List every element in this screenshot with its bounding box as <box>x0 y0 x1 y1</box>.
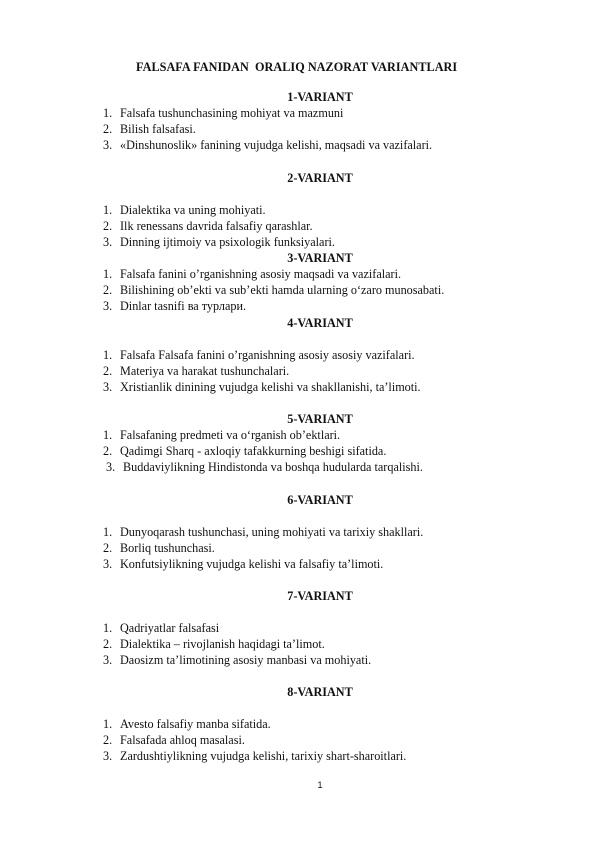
variant-heading: 2-VARIANT <box>287 171 353 185</box>
item-number: 2. <box>103 637 113 651</box>
list-item <box>103 267 401 282</box>
list-item <box>106 460 423 475</box>
variant-heading: 5-VARIANT <box>287 412 353 426</box>
item-text: Bilishining ob’ekti va sub’ekti hamda ularning o‘zaro munosabati. <box>120 283 445 297</box>
list-item <box>103 283 444 298</box>
item-number: 2. <box>103 444 113 458</box>
list-item <box>103 106 343 121</box>
list-item <box>103 525 423 540</box>
list-item <box>103 138 432 153</box>
item-number: 2. <box>103 733 113 747</box>
variant-heading: 4-VARIANT <box>287 316 353 330</box>
item-number: 3. <box>103 653 113 667</box>
item-text: Borliq tushunchasi. <box>120 541 215 555</box>
item-number: 3. <box>103 235 113 249</box>
list-item <box>103 428 340 443</box>
item-number: 1. <box>103 525 113 539</box>
item-number: 2. <box>103 122 113 136</box>
item-number: 3. <box>103 299 113 313</box>
list-item <box>103 717 271 732</box>
item-text: Dunyoqarash tushunchasi, uning mohiyati va tarixiy shakllari. <box>120 525 424 539</box>
item-text: Falsafa Falsafa fanini o’rganishning asosiy asosiy vazifalari. <box>120 348 415 362</box>
list-item <box>103 364 289 379</box>
list-item <box>103 621 219 636</box>
item-text: Dialektika – rivojlanish haqidagi ta’limot. <box>120 637 325 651</box>
item-text: Falsafa fanini o’rganishning asosiy maqsadi va vazifalari. <box>120 267 402 281</box>
variant-heading: 3-VARIANT <box>287 251 353 265</box>
list-item <box>103 541 215 556</box>
item-number: 1. <box>103 348 113 362</box>
item-number: 3. <box>103 557 113 571</box>
list-item <box>103 122 196 137</box>
item-text: Falsafaning predmeti va o‘rganish ob’ektlari. <box>120 428 341 442</box>
list-item <box>103 380 421 395</box>
page-number: 1 <box>317 780 323 790</box>
item-text: Xristianlik dinining vujudga kelishi va shakllanishi, ta’limoti. <box>120 380 421 394</box>
item-number: 3. <box>103 380 113 394</box>
item-number: 3. <box>106 460 116 474</box>
item-text: Qadriyatlar falsafasi <box>120 621 220 635</box>
item-number: 2. <box>103 541 113 555</box>
list-item <box>103 733 245 748</box>
list-item <box>103 653 371 668</box>
item-text: Zardushtiylikning vujudga kelishi, tarixiy shart-sharoitlari. <box>120 749 407 763</box>
item-number: 2. <box>103 219 113 233</box>
item-text: Dialektika va uning mohiyati. <box>120 203 266 217</box>
list-item <box>103 219 313 234</box>
list-item <box>103 299 246 314</box>
item-number: 1. <box>103 106 113 120</box>
item-number: 2. <box>103 283 113 297</box>
item-number: 3. <box>103 749 113 763</box>
item-number: 2. <box>103 364 113 378</box>
item-text: Konfutsiylikning vujudga kelishi va falsafiy ta’limoti. <box>120 557 384 571</box>
list-item <box>103 637 325 652</box>
item-number: 1. <box>103 428 113 442</box>
variant-heading: 1-VARIANT <box>287 90 353 104</box>
list-item <box>103 348 415 363</box>
item-number: 1. <box>103 717 113 731</box>
variant-heading: 6-VARIANT <box>287 493 353 507</box>
item-text: Avesto falsafiy manba sifatida. <box>120 717 271 731</box>
item-text: Dinlar tasnifi ва турлари. <box>120 299 247 313</box>
item-text: Qadimgi Sharq - axloqiy tafakkurning beshigi sifatida. <box>120 444 387 458</box>
item-text: Bilish falsafasi. <box>120 122 196 136</box>
list-item <box>103 203 266 218</box>
list-item <box>103 235 335 250</box>
list-item <box>103 444 386 459</box>
item-text: «Dinshunoslik» fanining vujudga kelishi, maqsadi va vazifalari. <box>120 138 433 152</box>
item-text: Falsafada ahloq masalasi. <box>120 733 245 747</box>
variant-heading: 7-VARIANT <box>287 589 353 603</box>
list-item <box>103 749 406 764</box>
item-number: 1. <box>103 621 113 635</box>
item-text: Falsafa tushunchasining mohiyat va mazmuni <box>120 106 344 120</box>
list-item <box>103 557 383 572</box>
item-number: 3. <box>103 138 113 152</box>
item-text: Buddaviylikning Hindistonda va boshqa hudularda tarqalishi. <box>123 460 423 474</box>
item-text: Ilk renessans davrida falsafiy qarashlar. <box>120 219 313 233</box>
item-text: Dinning ijtimoiy va psixologik funksiyalari. <box>120 235 335 249</box>
item-number: 1. <box>103 267 113 281</box>
variant-heading: 8-VARIANT <box>287 685 353 699</box>
document-title: FALSAFA FANIDAN ORALIQ NAZORAT VARIANTLARI <box>136 60 458 74</box>
item-text: Daosizm ta’limotining asosiy manbasi va mohiyati. <box>120 653 372 667</box>
item-text: Materiya va harakat tushunchalari. <box>120 364 290 378</box>
item-number: 1. <box>103 203 113 217</box>
